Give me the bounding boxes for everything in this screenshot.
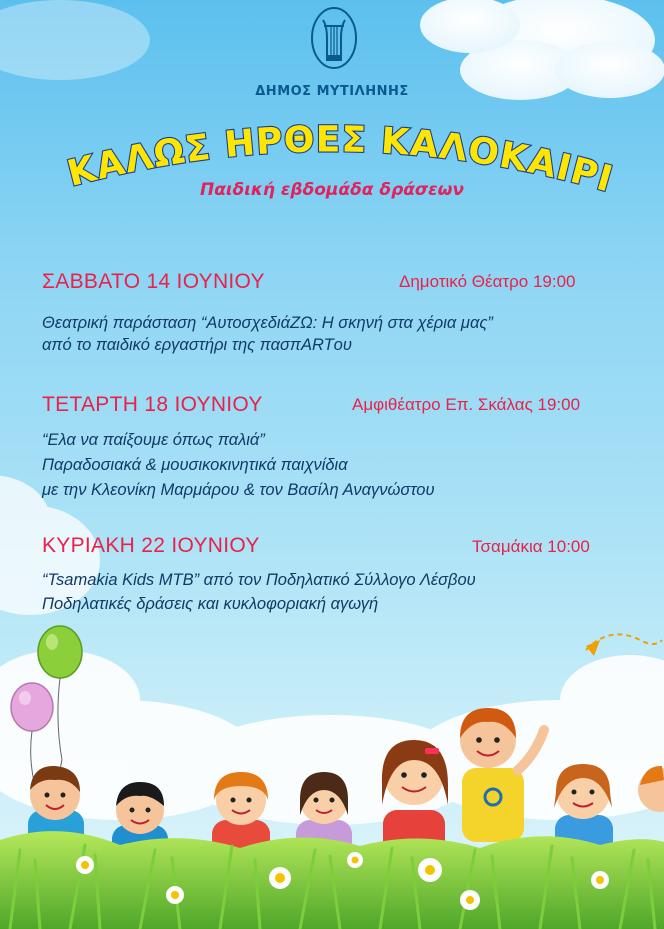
event-1-date: ΣΑΒΒΑΤΟ 14 ΙΟΥΝΙΟΥ [42,270,265,293]
flower-icon [418,858,442,882]
cloud-top-left [0,0,150,80]
event-2-date: ΤΕΤΑΡΤΗ 18 ΙΟΥΝΙΟΥ [42,393,263,416]
event-3-line-2: Ποδηλατικές δράσεις και κυκλοφοριακή αγωγή [42,595,379,613]
municipality-logo-icon [307,4,361,74]
page-title [40,118,640,218]
event-3-line-1: “Tsamakia Kids MTB” από τον Ποδηλατικό Σύλλογο Λέσβου [42,571,476,589]
flower-icon [166,886,184,904]
title-text: ΚΑΛΩΣ ΗΡΘΕΣ ΚΑΛΟΚΑΙΡΙ [63,119,618,201]
flower-icon [460,890,480,910]
event-1-line-2: από το παιδικό εργαστήρι της πασπARTου [42,336,352,354]
event-2-place: Αμφιθέατρο Επ. Σκάλας 19:00 [352,395,581,414]
flower-icon [347,852,363,868]
event-2-line-3: με την Κλεονίκη Μαρμάρου & τον Βασίλη Αναγνώστου [42,481,435,499]
event-1-place: Δημοτικό Θέατρο 19:00 [399,272,576,291]
flower-icon [591,871,609,889]
event-2-line-1: “Ελα να παίξουμε όπως παλιά” [42,431,265,449]
flower-icon [76,856,94,874]
municipality-name: ΔΗΜΟΣ ΜΥΤΙΛΗΝΗΣ [255,84,409,99]
event-3-date: ΚΥΡΙΑΚΗ 22 ΙΟΥΝΙΟΥ [42,534,260,557]
flower-icon [269,867,291,889]
event-2-line-2: Παραδοσιακά & μουσικοκινητικά παιχνίδια [42,456,348,474]
event-3-place: Τσαμάκια 10:00 [472,537,590,556]
event-1-line-1: Θεατρική παράσταση “ΑυτοσχεδιάΖΩ: Η σκηνή στα χέρια μας” [42,314,493,332]
grass [0,831,664,929]
subtitle: Παιδική εβδομάδα δράσεων [200,180,464,200]
